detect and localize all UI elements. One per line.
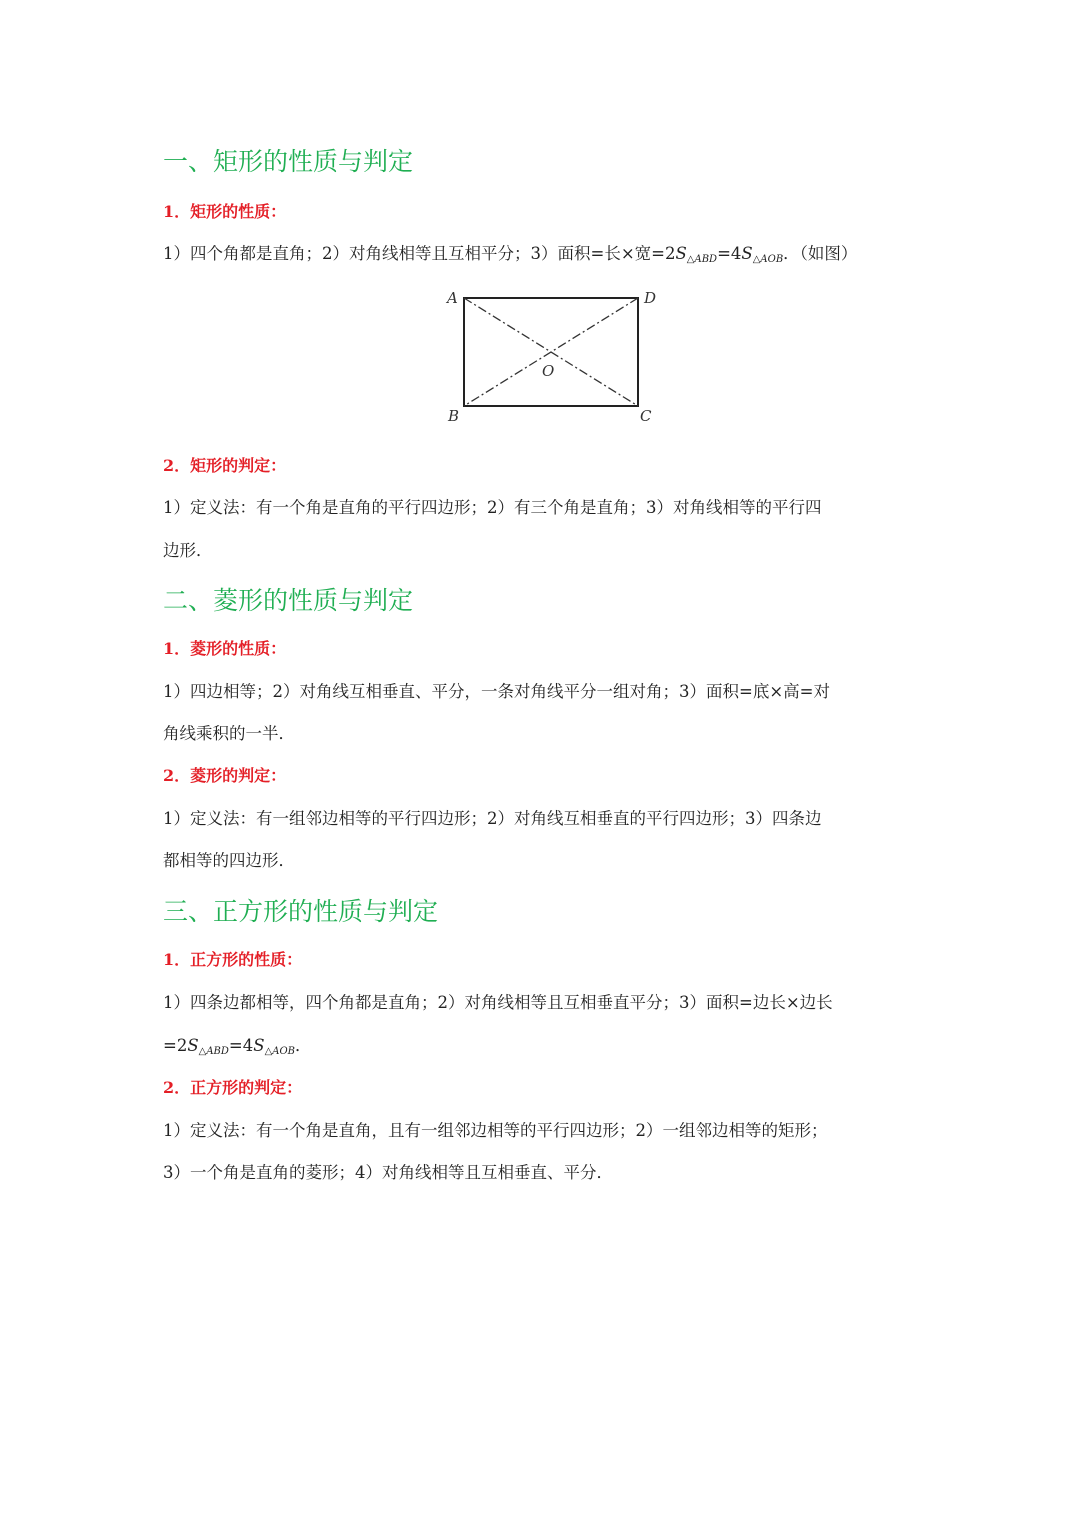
square-judgement-line-1: 1）定义法：有一个角是直角，且有一组邻边相等的平行四边形；2）一组邻边相等的矩形； — [163, 1121, 828, 1140]
subheading-rhombus-judgement: 2．菱形的判定： — [163, 766, 287, 785]
area-subscript: △AOB — [752, 254, 784, 265]
rhombus-properties-line-2: 角线乘积的一半． — [163, 724, 295, 743]
rectangle-judgement-line-1: 1）定义法：有一个角是直角的平行四边形；2）有三个角是直角；3）对角线相等的平行四 — [163, 498, 822, 517]
vertex-label-c: C — [640, 407, 652, 425]
rectangle-properties-text — [163, 240, 923, 265]
square-properties-mid: =4 — [228, 1036, 254, 1055]
subheading-rhombus-properties: 1．菱形的性质： — [163, 639, 287, 658]
subheading-square-judgement: 2．正方形的判定： — [163, 1078, 303, 1097]
subheading-rectangle-judgement: 2．矩形的判定： — [163, 456, 287, 475]
square-properties-line-2 — [163, 1032, 923, 1057]
rectangle-figure — [440, 285, 660, 430]
area-symbol: S — [675, 244, 687, 263]
subheading-rectangle-properties: 1．矩形的性质： — [163, 202, 287, 221]
vertex-label-b: B — [448, 407, 460, 425]
rectangle-properties-post: ．（如图） — [783, 244, 858, 263]
vertex-label-d: D — [644, 289, 657, 307]
area-subscript: △ABD — [686, 254, 718, 265]
rhombus-judgement-line-2: 都相等的四边形． — [163, 851, 295, 870]
vertex-label-a: A — [447, 289, 458, 307]
center-label-o: O — [542, 362, 555, 380]
area-subscript: △AOB — [264, 1046, 296, 1057]
area-symbol: S — [741, 244, 753, 263]
rectangle-judgement-line-2: 边形． — [163, 541, 213, 560]
rhombus-properties-line-1: 1）四边相等；2）对角线互相垂直、平分，一条对角线平分一组对角；3）面积=底×高=对 — [163, 682, 830, 701]
section-title-rhombus: 二、菱形的性质与判定 — [163, 586, 414, 615]
square-properties-pre: =2 — [163, 1036, 188, 1055]
section-title-square: 三、正方形的性质与判定 — [163, 897, 439, 926]
square-properties-line-1: 1）四条边都相等，四个角都是直角；2）对角线相等且互相垂直平分；3）面积=边长×边长 — [163, 993, 833, 1012]
rectangle-properties-mid: =4 — [717, 244, 742, 263]
rectangle-properties-pre: 1）四个角都是直角；2）对角线相等且互相平分；3）面积=长×宽=2 — [163, 244, 676, 263]
area-symbol: S — [253, 1036, 265, 1055]
area-symbol: S — [187, 1036, 199, 1055]
rhombus-judgement-line-1: 1）定义法：有一组邻边相等的平行四边形；2）对角线互相垂直的平行四边形；3）四条边 — [163, 809, 822, 828]
square-judgement-line-2: 3）一个角是直角的菱形；4）对角线相等且互相垂直、平分． — [163, 1163, 613, 1182]
section-title-rectangle: 一、矩形的性质与判定 — [163, 147, 414, 176]
area-subscript: △ABD — [198, 1046, 229, 1057]
subheading-square-properties: 1．正方形的性质： — [163, 950, 303, 969]
square-properties-post: ． — [295, 1036, 312, 1055]
